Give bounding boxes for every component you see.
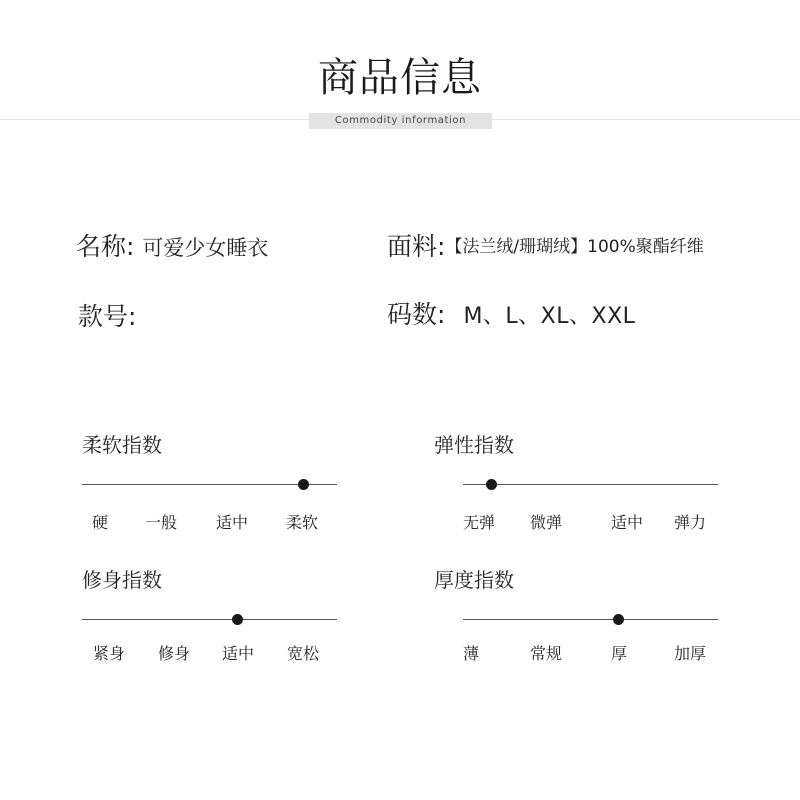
fit-marker (232, 614, 243, 625)
style-number-field (78, 300, 136, 334)
fit-scale (82, 565, 372, 685)
name-value: 可爱少女睡衣 (142, 236, 269, 260)
softness-marker (298, 479, 309, 490)
thickness-tick-4: 加厚 (673, 644, 707, 663)
fabric-label: 面料: (387, 232, 446, 261)
fabric-value: 【法兰绒/珊瑚绒】100%聚酯纤维 (445, 237, 704, 257)
elasticity-tick-2: 微弹 (529, 513, 563, 532)
fit-tick-1: 紧身 (92, 644, 126, 663)
fabric-field (387, 230, 704, 267)
softness-tick-3: 适中 (215, 513, 249, 532)
elasticity-scale-title: 弹性指数 (434, 433, 514, 457)
softness-scale (82, 430, 372, 550)
softness-tick-2: 一般 (144, 513, 178, 532)
fit-tick-2: 修身 (157, 644, 191, 663)
fit-tick-3: 适中 (221, 644, 255, 663)
elasticity-tick-3: 适中 (610, 513, 644, 532)
elasticity-tick-1: 无弹 (462, 513, 496, 532)
softness-tick-1: 硬 (91, 513, 109, 532)
fit-track (82, 619, 337, 620)
size-label: 码数: (387, 300, 446, 329)
elasticity-track (463, 484, 718, 485)
elasticity-tick-4: 弹力 (673, 513, 707, 532)
thickness-scale-title: 厚度指数 (434, 568, 514, 592)
fit-tick-4: 宽松 (286, 644, 320, 663)
thickness-tick-2: 常规 (529, 644, 563, 663)
name-field (76, 230, 268, 265)
size-field (387, 298, 635, 334)
thickness-tick-3: 厚 (610, 644, 628, 663)
thickness-tick-1: 薄 (462, 644, 480, 663)
fit-scale-title: 修身指数 (82, 568, 162, 592)
softness-tick-4: 柔软 (285, 513, 319, 532)
elasticity-marker (486, 479, 497, 490)
size-value: M、L、XL、XXL (463, 304, 636, 329)
elasticity-scale (434, 430, 724, 550)
thickness-track (463, 619, 718, 620)
thickness-scale (434, 565, 724, 685)
softness-scale-title: 柔软指数 (82, 433, 162, 457)
thickness-marker (613, 614, 624, 625)
style-number-label: 款号: (78, 302, 137, 331)
name-label: 名称: (76, 232, 135, 261)
page-title: 商品信息 (318, 55, 482, 101)
page-subtitle: Commodity information (309, 113, 492, 129)
